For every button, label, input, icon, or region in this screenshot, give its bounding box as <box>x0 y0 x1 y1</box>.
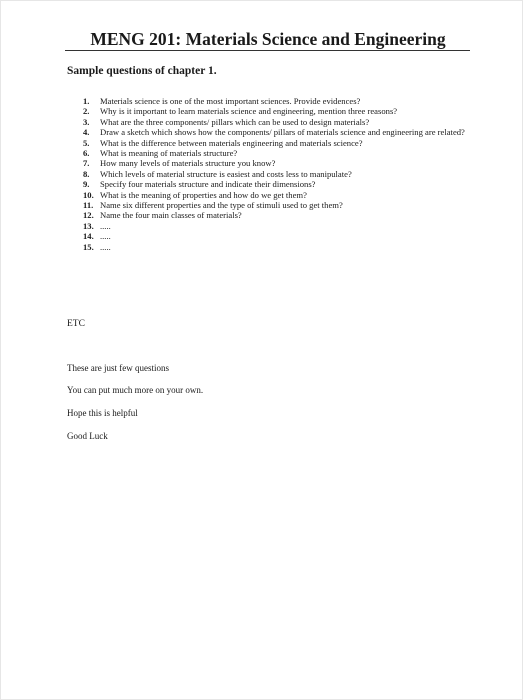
etc-label: ETC <box>67 319 85 329</box>
question-number: 1. <box>83 96 90 106</box>
question-text: Which levels of material structure is easiest and costs less to manipulate? <box>100 168 352 179</box>
question-number: 11. <box>83 200 94 211</box>
page-title: MENG 201: Materials Science and Engineering <box>90 29 446 49</box>
question-list <box>83 96 473 252</box>
question-number: 6. <box>83 148 90 159</box>
question-number: 12. <box>83 210 94 221</box>
question-number: 9. <box>83 179 90 190</box>
question-item <box>83 190 473 200</box>
question-number: 3. <box>83 116 90 127</box>
section-subtitle: Sample questions of chapter 1. <box>67 65 217 77</box>
question-text: Specify four materials structure and indicate their dimensions? <box>100 179 316 190</box>
question-item <box>83 221 473 231</box>
question-item <box>83 158 473 168</box>
question-number: 14. <box>83 231 94 242</box>
question-item <box>83 138 473 148</box>
question-text: Draw a sketch which shows how the components/ pillars of materials science and engineering are related? <box>100 127 465 138</box>
question-item <box>83 117 473 127</box>
question-number: 8. <box>83 168 90 179</box>
question-text: What is the meaning of properties and how do we get them? <box>100 189 307 200</box>
title-underline <box>65 50 470 51</box>
question-item <box>83 179 473 189</box>
question-number: 15. <box>83 241 94 252</box>
question-item <box>83 169 473 179</box>
question-item <box>83 96 473 106</box>
question-number: 2. <box>83 106 90 117</box>
question-text: What is the difference between materials engineering and materials science? <box>100 137 363 148</box>
question-item <box>83 127 473 137</box>
question-item <box>83 106 473 116</box>
closing-note: Hope this is helpful <box>67 408 138 418</box>
question-number: 5. <box>83 137 90 148</box>
closing-note: These are just few questions <box>67 363 169 373</box>
question-number: 4. <box>83 127 90 138</box>
question-number: 10. <box>83 189 94 200</box>
question-text: Name the four main classes of materials? <box>100 210 242 221</box>
question-item <box>83 210 473 220</box>
question-text: ..... <box>100 220 111 231</box>
question-item <box>83 148 473 158</box>
closing-note: You can put much more on your own. <box>67 385 204 395</box>
question-text: ..... <box>100 231 111 242</box>
question-item <box>83 242 473 252</box>
closing-note: Good Luck <box>67 431 108 441</box>
question-text: ..... <box>100 241 111 252</box>
question-item <box>83 200 473 210</box>
question-text: How many levels of materials structure you know? <box>100 158 276 169</box>
question-text: What are the three components/ pillars which can be used to design materials? <box>100 116 370 127</box>
question-text: Materials science is one of the most important sciences. Provide evidences? <box>100 96 361 106</box>
question-item <box>83 231 473 241</box>
question-text: Why is it important to learn materials science and engineering, mention three reasons? <box>100 106 398 117</box>
question-text: What is meaning of materials structure? <box>100 148 238 159</box>
question-text: Name six different properties and the type of stimuli used to get them? <box>100 200 343 211</box>
question-number: 7. <box>83 158 90 169</box>
question-number: 13. <box>83 220 94 231</box>
